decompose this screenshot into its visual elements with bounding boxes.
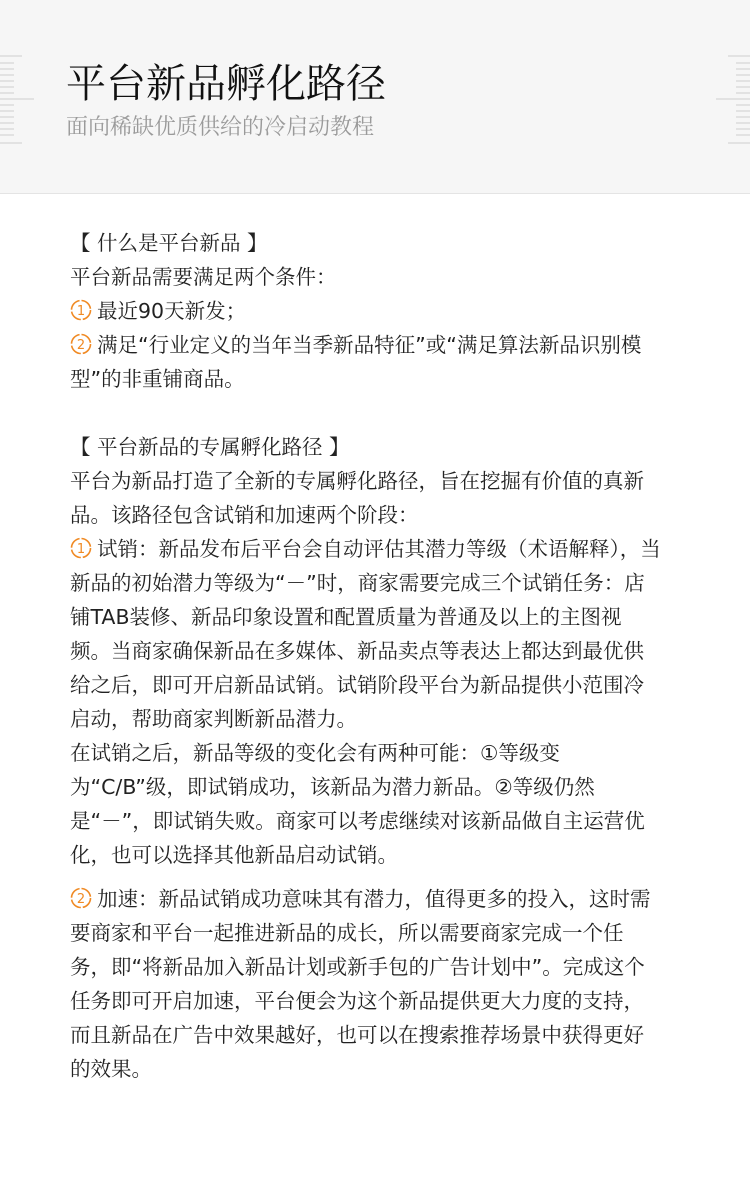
paragraph: 在试销之后，新品等级的变化会有两种可能：①等级变为“C/B”级，即试销成功，该新品为潜力新品。②等级仍然是“－”，即试销失败。商家可以考虑继续对该新品做自主运营优化，也可以选择其他新品启动试销。 xyxy=(70,741,645,867)
list-item-text: 试销：新品发布后平台会自动评估其潜力等级（术语解释），当新品的初始潜力等级为“－”时，商家需要完成三个试销任务：店铺TAB装修、新品印象设置和配置质量为普通及以上的主图视频。当商家确保新品在多媒体、新品卖点等表达上都达到最优供给之后，即可开启新品试销。试销阶段平台为新品提供小范围冷启动，帮助商家判断新品潜力。 xyxy=(70,537,661,731)
decorative-lines-right xyxy=(716,55,750,145)
list-item xyxy=(70,532,662,736)
paragraph: 平台新品需要满足两个条件： xyxy=(70,265,337,289)
circled-number-1-icon xyxy=(70,537,92,559)
svg-text:1: 1 xyxy=(76,304,86,319)
section-heading: 【 什么是平台新品 】 xyxy=(70,231,268,255)
article-body xyxy=(70,226,662,1086)
svg-text:2: 2 xyxy=(76,338,86,353)
paragraph: 平台为新品打造了全新的专属孵化路径，旨在挖掘有价值的真新品。该路径包含试销和加速两个阶段： xyxy=(70,469,644,527)
page-subtitle: 面向稀缺优质供给的冷启动教程 xyxy=(66,115,375,140)
circled-number-1-icon xyxy=(70,299,92,321)
circled-number-2-icon xyxy=(70,333,92,355)
svg-text:2: 2 xyxy=(76,892,86,907)
header xyxy=(0,0,750,194)
section-heading: 【 平台新品的专属孵化路径 】 xyxy=(70,435,350,459)
list-item xyxy=(70,294,662,328)
list-item xyxy=(70,328,662,396)
circled-number-2-icon xyxy=(70,887,92,909)
list-item-text: 最近90天新发； xyxy=(97,299,247,323)
list-item-text: 满足“行业定义的当年当季新品特征”或“满足算法新品识别模型”的非重铺商品。 xyxy=(70,333,642,391)
list-item-text: 加速：新品试销成功意味其有潜力，值得更多的投入，这时需要商家和平台一起推进新品的成长，所以需要商家完成一个任务，即“将新品加入新品计划或新手包的广告计划中”。完成这个任务即可开启加速，平台便会为这个新品提供更大力度的支持，而且新品在广告中效果越好，也可以在搜索推荐场景中获得更好的效果。 xyxy=(70,887,651,1081)
svg-text:1: 1 xyxy=(76,542,86,557)
list-item xyxy=(70,882,662,1086)
decorative-lines-left xyxy=(0,55,34,145)
page-title: 平台新品孵化路径 xyxy=(66,61,386,107)
